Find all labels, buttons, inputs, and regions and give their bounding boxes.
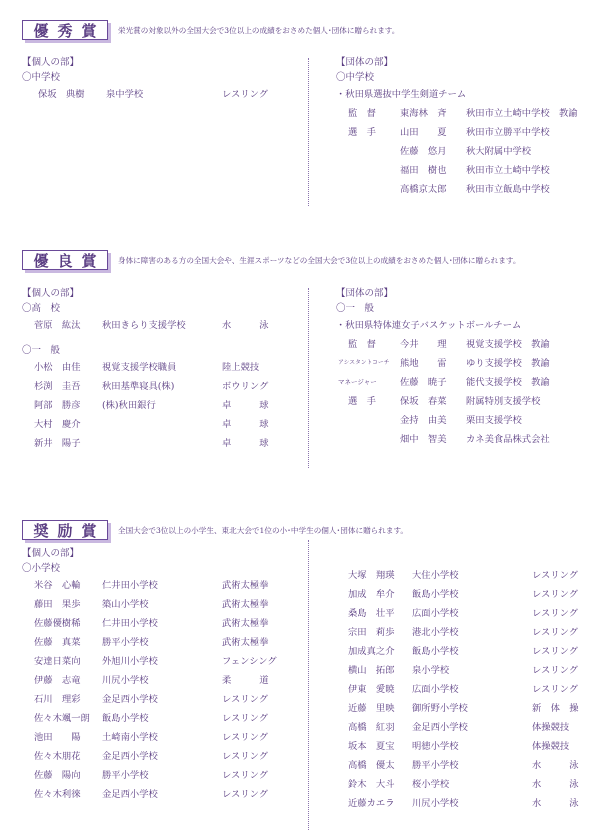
affiliation: 築山小学校 bbox=[102, 599, 149, 610]
list-item bbox=[336, 335, 606, 354]
list-item bbox=[336, 604, 606, 623]
affiliation: ゆり支援学校 教諭 bbox=[466, 358, 550, 369]
excellence-title: 優秀賞 bbox=[22, 20, 108, 40]
affiliation: 泉小学校 bbox=[412, 665, 450, 676]
person-name: 佐々木朋花 bbox=[34, 751, 81, 762]
team-name: ・秋田県選抜中学生剣道チーム bbox=[336, 89, 467, 100]
affiliation: 川尻小学校 bbox=[412, 798, 459, 809]
person-name: 佐藤優樹稀 bbox=[34, 618, 81, 629]
affiliation: 秋田市立土崎中学校 bbox=[466, 165, 550, 176]
list-item bbox=[22, 316, 302, 335]
encourage-title: 奨励賞 bbox=[22, 520, 108, 540]
list-item bbox=[22, 358, 302, 377]
sport: レスリング bbox=[532, 608, 579, 619]
person-name: 菅原 紘汰 bbox=[34, 320, 81, 331]
list-item bbox=[336, 794, 606, 813]
person-name: 今井 理 bbox=[400, 339, 447, 350]
person-name: 高橋京太郎 bbox=[400, 184, 447, 195]
role: 監 督 bbox=[348, 339, 376, 350]
list-item bbox=[336, 661, 606, 680]
team-name: ・秋田県特体連女子バスケットボールチーム bbox=[336, 320, 522, 331]
excellence-description: 栄光賞の対象以外の全国大会で3位以上の成績をおさめた個人･団体に贈られます。 bbox=[118, 25, 400, 35]
affiliation: (株)秋田銀行 bbox=[102, 400, 156, 411]
person-name: 佐々木颯一朗 bbox=[34, 713, 90, 724]
affiliation: 仁井田小学校 bbox=[102, 618, 158, 629]
list-item bbox=[336, 585, 606, 604]
person-name: 藤田 果歩 bbox=[34, 599, 81, 610]
sport: 武術太極拳 bbox=[222, 618, 269, 629]
sport: レスリング bbox=[532, 589, 579, 600]
affiliation: 能代支援学校 教諭 bbox=[466, 377, 550, 388]
list-item bbox=[22, 377, 302, 396]
category-label: 〇中学校 bbox=[22, 72, 61, 83]
affiliation: 泉中学校 bbox=[106, 89, 144, 100]
person-name: 鈴木 大斗 bbox=[348, 779, 395, 790]
affiliation: 金足西小学校 bbox=[102, 694, 158, 705]
person-name: 山田 夏 bbox=[400, 127, 447, 138]
affiliation: 勝平小学校 bbox=[102, 637, 149, 648]
list-item bbox=[22, 785, 304, 804]
person-name: 石川 理彩 bbox=[34, 694, 81, 705]
list-item bbox=[336, 699, 606, 718]
affiliation: 飯島小学校 bbox=[102, 713, 149, 724]
person-name: 佐藤 陽向 bbox=[34, 770, 81, 781]
sport: レスリング bbox=[532, 627, 579, 638]
list-item bbox=[22, 396, 302, 415]
category-label: 〇一 般 bbox=[22, 345, 61, 356]
affiliation: 秋田きらり支援学校 bbox=[102, 320, 186, 331]
affiliation: 金足西小学校 bbox=[412, 722, 468, 733]
excellence-individual bbox=[22, 55, 302, 104]
person-name: 東海林 斉 bbox=[400, 108, 447, 119]
affiliation: 外旭川小学校 bbox=[102, 656, 158, 667]
individual-heading: 【個人の部】 bbox=[22, 57, 80, 68]
person-name: 米谷 心輪 bbox=[34, 580, 81, 591]
affiliation: 金足西小学校 bbox=[102, 789, 158, 800]
list-item bbox=[22, 709, 304, 728]
affiliation: 仁井田小学校 bbox=[102, 580, 158, 591]
list-item bbox=[336, 430, 606, 449]
list-item bbox=[336, 642, 606, 661]
category-label: 〇一 般 bbox=[336, 303, 375, 314]
individual-heading: 【個人の部】 bbox=[22, 548, 80, 559]
person-name: 福田 樹也 bbox=[400, 165, 447, 176]
sport: レスリング bbox=[532, 570, 579, 581]
role: 選 手 bbox=[348, 396, 376, 407]
sport: レスリング bbox=[532, 646, 579, 657]
encourage-header bbox=[22, 520, 408, 540]
sport: レスリング bbox=[222, 751, 269, 762]
list-item bbox=[22, 434, 302, 453]
affiliation: 明徳小学校 bbox=[412, 741, 459, 752]
list-item bbox=[22, 415, 302, 434]
sport: 卓 球 bbox=[222, 419, 269, 430]
list-item bbox=[336, 392, 606, 411]
encourage-section bbox=[0, 520, 612, 831]
person-name: 近藤 里映 bbox=[348, 703, 395, 714]
list-item bbox=[336, 354, 606, 373]
affiliation: 秋大附属中学校 bbox=[466, 146, 532, 157]
person-name: 安達日菜向 bbox=[34, 656, 81, 667]
list-item bbox=[22, 576, 304, 595]
encourage-description: 全国大会で3位以上の小学生、東北大会で1位の小･中学生の個人･団体に贈られます。 bbox=[118, 525, 409, 535]
sport: レスリング bbox=[532, 665, 579, 676]
person-name: 伊東 愛暁 bbox=[348, 684, 395, 695]
person-name: 佐藤 暁子 bbox=[400, 377, 447, 388]
role: 監 督 bbox=[348, 108, 376, 119]
person-name: 加成真之介 bbox=[348, 646, 395, 657]
list-item bbox=[336, 756, 606, 775]
sport: レスリング bbox=[222, 789, 269, 800]
sport: 体操競技 bbox=[532, 722, 570, 733]
sport: 水 泳 bbox=[532, 779, 579, 790]
column-divider bbox=[308, 58, 309, 206]
list-item bbox=[336, 411, 606, 430]
list-item bbox=[22, 747, 304, 766]
good-section bbox=[0, 250, 612, 490]
affiliation: 秋田市立土崎中学校 教諭 bbox=[466, 108, 578, 119]
person-name: 横山 拓郎 bbox=[348, 665, 395, 676]
sport: フェンシング bbox=[222, 656, 277, 667]
person-name: 大塚 翔瑛 bbox=[348, 570, 395, 581]
affiliation: 港北小学校 bbox=[412, 627, 459, 638]
affiliation: 御所野小学校 bbox=[412, 703, 468, 714]
person-name: 阿部 勝彦 bbox=[34, 400, 81, 411]
sport: 柔 道 bbox=[222, 675, 269, 686]
individual-heading: 【個人の部】 bbox=[22, 288, 80, 299]
person-name: 佐藤 悠月 bbox=[400, 146, 447, 157]
person-name: 杉渕 圭吾 bbox=[34, 381, 81, 392]
sport: 武術太極拳 bbox=[222, 599, 269, 610]
list-item bbox=[336, 373, 606, 392]
person-name: 佐々木利徠 bbox=[34, 789, 81, 800]
sport: 陸上競技 bbox=[222, 362, 260, 373]
person-name: 高橋 紅羽 bbox=[348, 722, 395, 733]
person-name: 高橋 優太 bbox=[348, 760, 395, 771]
role: アシスタントコーチ bbox=[338, 360, 390, 366]
encourage-individual-left bbox=[22, 546, 304, 804]
person-name: 熊地 雷 bbox=[400, 358, 447, 369]
affiliation: 桜小学校 bbox=[412, 779, 450, 790]
list-item bbox=[336, 680, 606, 699]
sport: レスリング bbox=[222, 770, 269, 781]
list-item bbox=[336, 737, 606, 756]
person-name: 伊藤 志竜 bbox=[34, 675, 81, 686]
person-name: 宗田 莉歩 bbox=[348, 627, 395, 638]
category-label: 〇高 校 bbox=[22, 303, 61, 314]
affiliation: カネ美食品株式会社 bbox=[466, 434, 550, 445]
sport: レスリング bbox=[222, 713, 269, 724]
team-heading: 【団体の部】 bbox=[336, 288, 394, 299]
list-item bbox=[336, 123, 606, 142]
sport: 武術太極拳 bbox=[222, 580, 269, 591]
affiliation: 秋田市立勝平中学校 bbox=[466, 127, 550, 138]
column-divider bbox=[308, 540, 309, 830]
sport: 体操競技 bbox=[532, 741, 570, 752]
sport: 水 泳 bbox=[222, 320, 269, 331]
person-name: 加成 牟介 bbox=[348, 589, 395, 600]
sport: レスリング bbox=[222, 89, 269, 100]
person-name: 金持 由美 bbox=[400, 415, 447, 426]
excellence-header bbox=[22, 20, 399, 40]
list-item bbox=[336, 104, 606, 123]
affiliation: 広面小学校 bbox=[412, 684, 459, 695]
sport: 武術太極拳 bbox=[222, 637, 269, 648]
sport: レスリング bbox=[222, 732, 269, 743]
sport: 水 泳 bbox=[532, 798, 579, 809]
good-title: 優良賞 bbox=[22, 250, 108, 270]
affiliation: 金足西小学校 bbox=[102, 751, 158, 762]
list-item bbox=[336, 142, 606, 161]
affiliation: 広面小学校 bbox=[412, 608, 459, 619]
role: 選 手 bbox=[348, 127, 376, 138]
affiliation: 川尻小学校 bbox=[102, 675, 149, 686]
encourage-individual-right bbox=[336, 566, 606, 813]
excellence-section bbox=[0, 0, 612, 220]
person-name: 保坂 春菜 bbox=[400, 396, 447, 407]
person-name: 佐藤 真菜 bbox=[34, 637, 81, 648]
person-name: 池田 陽 bbox=[34, 732, 81, 743]
good-individual bbox=[22, 286, 302, 453]
excellence-team bbox=[336, 55, 606, 199]
list-item bbox=[22, 766, 304, 785]
affiliation: 視覚支援学校職員 bbox=[102, 362, 177, 373]
list-item bbox=[336, 161, 606, 180]
affiliation: 視覚支援学校 教諭 bbox=[466, 339, 550, 350]
sport: レスリング bbox=[222, 694, 269, 705]
list-item bbox=[22, 595, 304, 614]
list-item bbox=[336, 623, 606, 642]
good-header bbox=[22, 250, 520, 270]
list-item bbox=[336, 775, 606, 794]
affiliation: 勝平小学校 bbox=[412, 760, 459, 771]
sport: ボウリング bbox=[222, 381, 269, 392]
affiliation: 大住小学校 bbox=[412, 570, 459, 581]
person-name: 坂本 夏宝 bbox=[348, 741, 395, 752]
person-name: 小松 由佳 bbox=[34, 362, 81, 373]
sport: レスリング bbox=[532, 684, 579, 695]
list-item bbox=[22, 690, 304, 709]
sport: 卓 球 bbox=[222, 400, 269, 411]
category-label: 〇中学校 bbox=[336, 72, 375, 83]
list-item bbox=[22, 633, 304, 652]
affiliation: 飯島小学校 bbox=[412, 589, 459, 600]
person-name: 保坂 典樹 bbox=[38, 89, 85, 100]
affiliation: 勝平小学校 bbox=[102, 770, 149, 781]
person-name: 近藤カエラ bbox=[348, 798, 395, 809]
list-item bbox=[22, 614, 304, 633]
affiliation: 飯島小学校 bbox=[412, 646, 459, 657]
affiliation: 秋田市立飯島中学校 bbox=[466, 184, 550, 195]
list-item bbox=[336, 566, 606, 585]
column-divider bbox=[308, 288, 309, 468]
role: マネージャー bbox=[338, 378, 377, 386]
person-name: 大村 慶介 bbox=[34, 419, 81, 430]
sport: 水 泳 bbox=[532, 760, 579, 771]
affiliation: 土崎南小学校 bbox=[102, 732, 158, 743]
person-name: 桑島 壮平 bbox=[348, 608, 395, 619]
affiliation: 秋田基準寝具(株) bbox=[102, 381, 175, 392]
category-label: 〇小学校 bbox=[22, 563, 61, 574]
list-item bbox=[22, 728, 304, 747]
list-item bbox=[336, 718, 606, 737]
sport: 新 体 操 bbox=[532, 703, 579, 714]
affiliation: 栗田支援学校 bbox=[466, 415, 522, 426]
team-heading: 【団体の部】 bbox=[336, 57, 394, 68]
affiliation: 附属特別支援学校 bbox=[466, 396, 541, 407]
person-name: 新井 陽子 bbox=[34, 438, 81, 449]
good-description: 身体に障害のある方の全国大会や、生涯スポーツなどの全国大会で3位以上の成績をおさめた個人･団体に贈られます。 bbox=[118, 255, 521, 265]
list-item bbox=[22, 652, 304, 671]
list-item bbox=[336, 180, 606, 199]
good-team bbox=[336, 286, 606, 449]
list-item bbox=[22, 85, 302, 104]
list-item bbox=[22, 671, 304, 690]
person-name: 畑中 智美 bbox=[400, 434, 447, 445]
sport: 卓 球 bbox=[222, 438, 269, 449]
